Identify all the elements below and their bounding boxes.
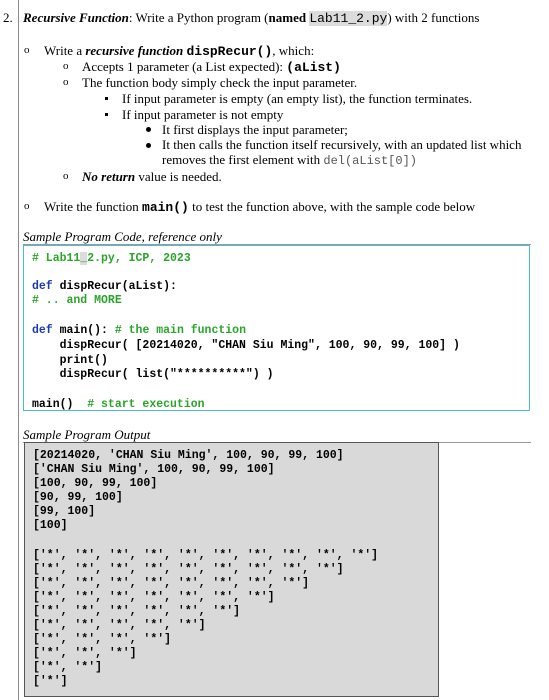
- bullet2-text: Write the function main() to test the function above, with the sample code below: [44, 199, 476, 215]
- sub3-text: No return value is needed.: [82, 169, 222, 184]
- question-title: Recursive Function: [23, 10, 129, 25]
- output-line: [99, 100]: [33, 505, 96, 518]
- output-line: ['*']: [33, 675, 68, 688]
- question-heading: Recursive Function: Write a Python program (named Lab11_2.py) with 2 functions: [23, 10, 480, 26]
- bullet-circle: o: [24, 44, 30, 56]
- question-number: 2.: [3, 10, 13, 25]
- square-bullet: [105, 97, 108, 100]
- sample-code-caption: Sample Program Code, reference only: [23, 230, 531, 245]
- output-line: ['*', '*', '*', '*', '*', '*', '*']: [33, 591, 275, 604]
- square-bullet: [105, 113, 108, 116]
- output-line: ['*', '*', '*', '*', '*']: [33, 619, 206, 632]
- output-line: ['CHAN Siu Ming', 100, 90, 99, 100]: [33, 463, 275, 476]
- code-line-5: dispRecur( [20214020, "CHAN Siu Ming", 100, 90, 99, 100] ): [32, 339, 460, 352]
- filename: Lab11_2.py: [309, 11, 388, 26]
- bullet1-text: Write a recursive function dispRecur(), which:: [44, 43, 315, 59]
- sub2-text: The function body simply check the input parameter.: [82, 75, 358, 90]
- code-line-4: def main(): # the main function: [32, 324, 246, 337]
- output-line: [90, 99, 100]: [33, 491, 123, 504]
- output-line: [100]: [33, 519, 68, 532]
- code-line-2: def dispRecur(aList):: [32, 280, 177, 293]
- code-line-1: # Lab11_2.py, ICP, 2023: [32, 252, 191, 265]
- output-line: ['*', '*', '*', '*', '*', '*', '*', '*', '*']: [33, 563, 344, 576]
- dot-bullet: [146, 143, 151, 148]
- sample-code-box: [23, 245, 530, 411]
- step1-text: It first displays the input parameter;: [162, 122, 348, 137]
- output-line: ['*', '*']: [33, 661, 103, 674]
- sub-bullet-circle: o: [63, 76, 69, 88]
- code-line-3: # .. and MORE: [32, 294, 122, 307]
- cond1-text: If input parameter is empty (an empty list), the function terminates.: [122, 91, 473, 106]
- sample-output-caption: Sample Program Output: [23, 428, 531, 443]
- output-line: [20214020, 'CHAN Siu Ming', 100, 90, 99, 100]: [33, 449, 344, 462]
- step2-line2: removes the first element with del(aList[0]): [162, 152, 417, 168]
- output-line: [100, 90, 99, 100]: [33, 477, 158, 490]
- output-line: ['*', '*', '*', '*', '*', '*', '*', '*']: [33, 577, 310, 590]
- step2-line1: It then calls the function itself recursively, with an updated list which: [162, 137, 522, 152]
- code-line-8: main() # start execution: [32, 398, 205, 411]
- sample-output-box: [24, 442, 439, 697]
- dot-bullet: [146, 127, 151, 132]
- output-line: ['*', '*', '*', '*', '*', '*', '*', '*', '*', '*']: [33, 549, 379, 562]
- output-line: ['*', '*', '*']: [33, 647, 137, 660]
- bullet-circle: o: [24, 200, 30, 212]
- sub-bullet-circle: o: [63, 60, 69, 72]
- code-line-7: dispRecur( list("**********") ): [32, 368, 274, 381]
- margin-line: [18, 0, 19, 700]
- output-line: ['*', '*', '*', '*']: [33, 633, 172, 646]
- cond2-text: If input parameter is not empty: [122, 107, 284, 122]
- sub-bullet-circle: o: [63, 170, 69, 182]
- code-line-6: print(): [32, 354, 108, 367]
- output-line: ['*', '*', '*', '*', '*', '*']: [33, 605, 241, 618]
- sub1-text: Accepts 1 parameter (a List expected): (aList): [82, 59, 341, 75]
